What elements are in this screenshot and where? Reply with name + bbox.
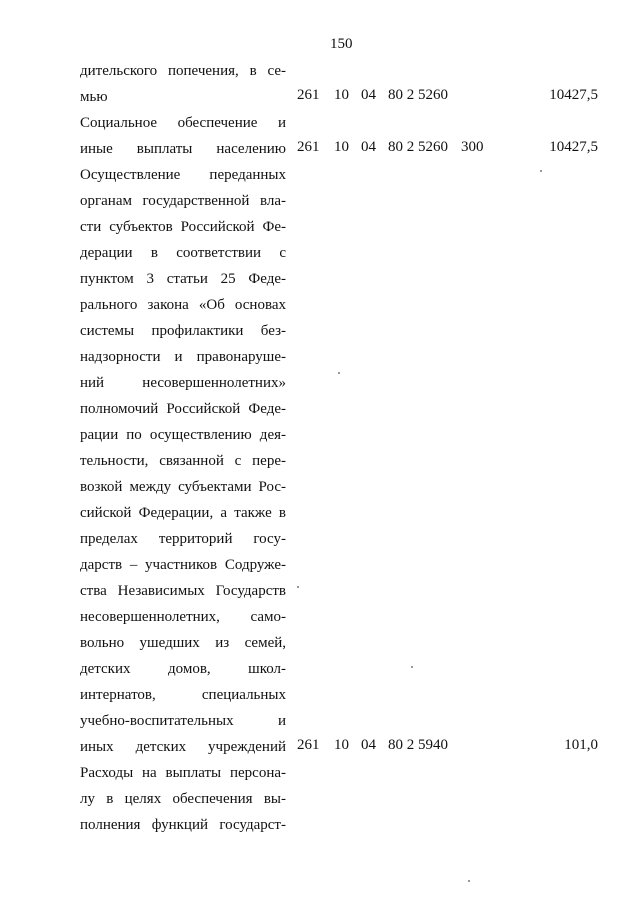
subsection-code: 04 — [361, 139, 376, 155]
description-line: ства Независимых Государств — [80, 583, 286, 599]
description-line: полномочий Российской Феде- — [80, 401, 286, 417]
description-line: пределах территорий госу- — [80, 531, 286, 547]
subsection-code: 04 — [361, 737, 376, 753]
description-line: мью — [80, 89, 108, 105]
row-description — [80, 760, 286, 838]
subsection-code: 04 — [361, 87, 376, 103]
scan-speck — [297, 586, 299, 588]
row-description — [80, 162, 286, 760]
description-line: сти субъектов Российской Фе- — [80, 219, 286, 235]
description-line: лу в целях обеспечения вы- — [80, 791, 286, 807]
description-line: органам государственной вла- — [80, 193, 286, 209]
description-line: детских домов, школ- — [80, 661, 286, 677]
ministry-code: 261 — [297, 87, 320, 103]
description-line: возкой между субъектами Рос- — [80, 479, 286, 495]
target-article-code: 80 2 5260 — [388, 87, 448, 103]
description-line: иные выплаты населению — [80, 141, 286, 157]
description-line: пунктом 3 статьи 25 Феде- — [80, 271, 286, 287]
description-line: Расходы на выплаты персона- — [80, 765, 286, 781]
expense-type-code: 300 — [461, 139, 484, 155]
description-line: иных детских учреждений — [80, 739, 286, 755]
description-line: учебно-воспитательных и — [80, 713, 286, 729]
amount: 10427,5 — [549, 87, 598, 103]
amount: 101,0 — [564, 737, 598, 753]
description-line: дарств – участников Содруже- — [80, 557, 286, 573]
description-line: системы профилактики без- — [80, 323, 286, 339]
description-line: надзорности и правонаруше- — [80, 349, 286, 365]
section-code: 10 — [334, 139, 349, 155]
target-article-code: 80 2 5260 — [388, 139, 448, 155]
description-line: дерации в соответствии с — [80, 245, 286, 261]
row-description — [80, 58, 286, 110]
page-number: 150 — [330, 36, 353, 52]
description-line: дительского попечения, в се- — [80, 63, 286, 79]
ministry-code: 261 — [297, 737, 320, 753]
description-line: тельности, связанной с пере- — [80, 453, 286, 469]
scan-speck — [540, 170, 542, 172]
description-line: ний несовершеннолетних» — [80, 375, 286, 391]
scan-speck — [411, 666, 413, 668]
section-code: 10 — [334, 87, 349, 103]
description-line: рального закона «Об основах — [80, 297, 286, 313]
amount: 10427,5 — [549, 139, 598, 155]
description-line: сийской Федерации, а также в — [80, 505, 286, 521]
target-article-code: 80 2 5940 — [388, 737, 448, 753]
description-line: несовершеннолетних, само- — [80, 609, 286, 625]
description-line: полнения функций государст- — [80, 817, 286, 833]
section-code: 10 — [334, 737, 349, 753]
ministry-code: 261 — [297, 139, 320, 155]
description-line: Социальное обеспечение и — [80, 115, 286, 131]
description-line: вольно ушедших из семей, — [80, 635, 286, 651]
scan-speck — [338, 372, 340, 374]
scan-speck — [468, 880, 470, 882]
description-line: Осуществление переданных — [80, 167, 286, 183]
description-line: рации по осуществлению дея- — [80, 427, 286, 443]
row-description — [80, 110, 286, 162]
description-line: интернатов, специальных — [80, 687, 286, 703]
